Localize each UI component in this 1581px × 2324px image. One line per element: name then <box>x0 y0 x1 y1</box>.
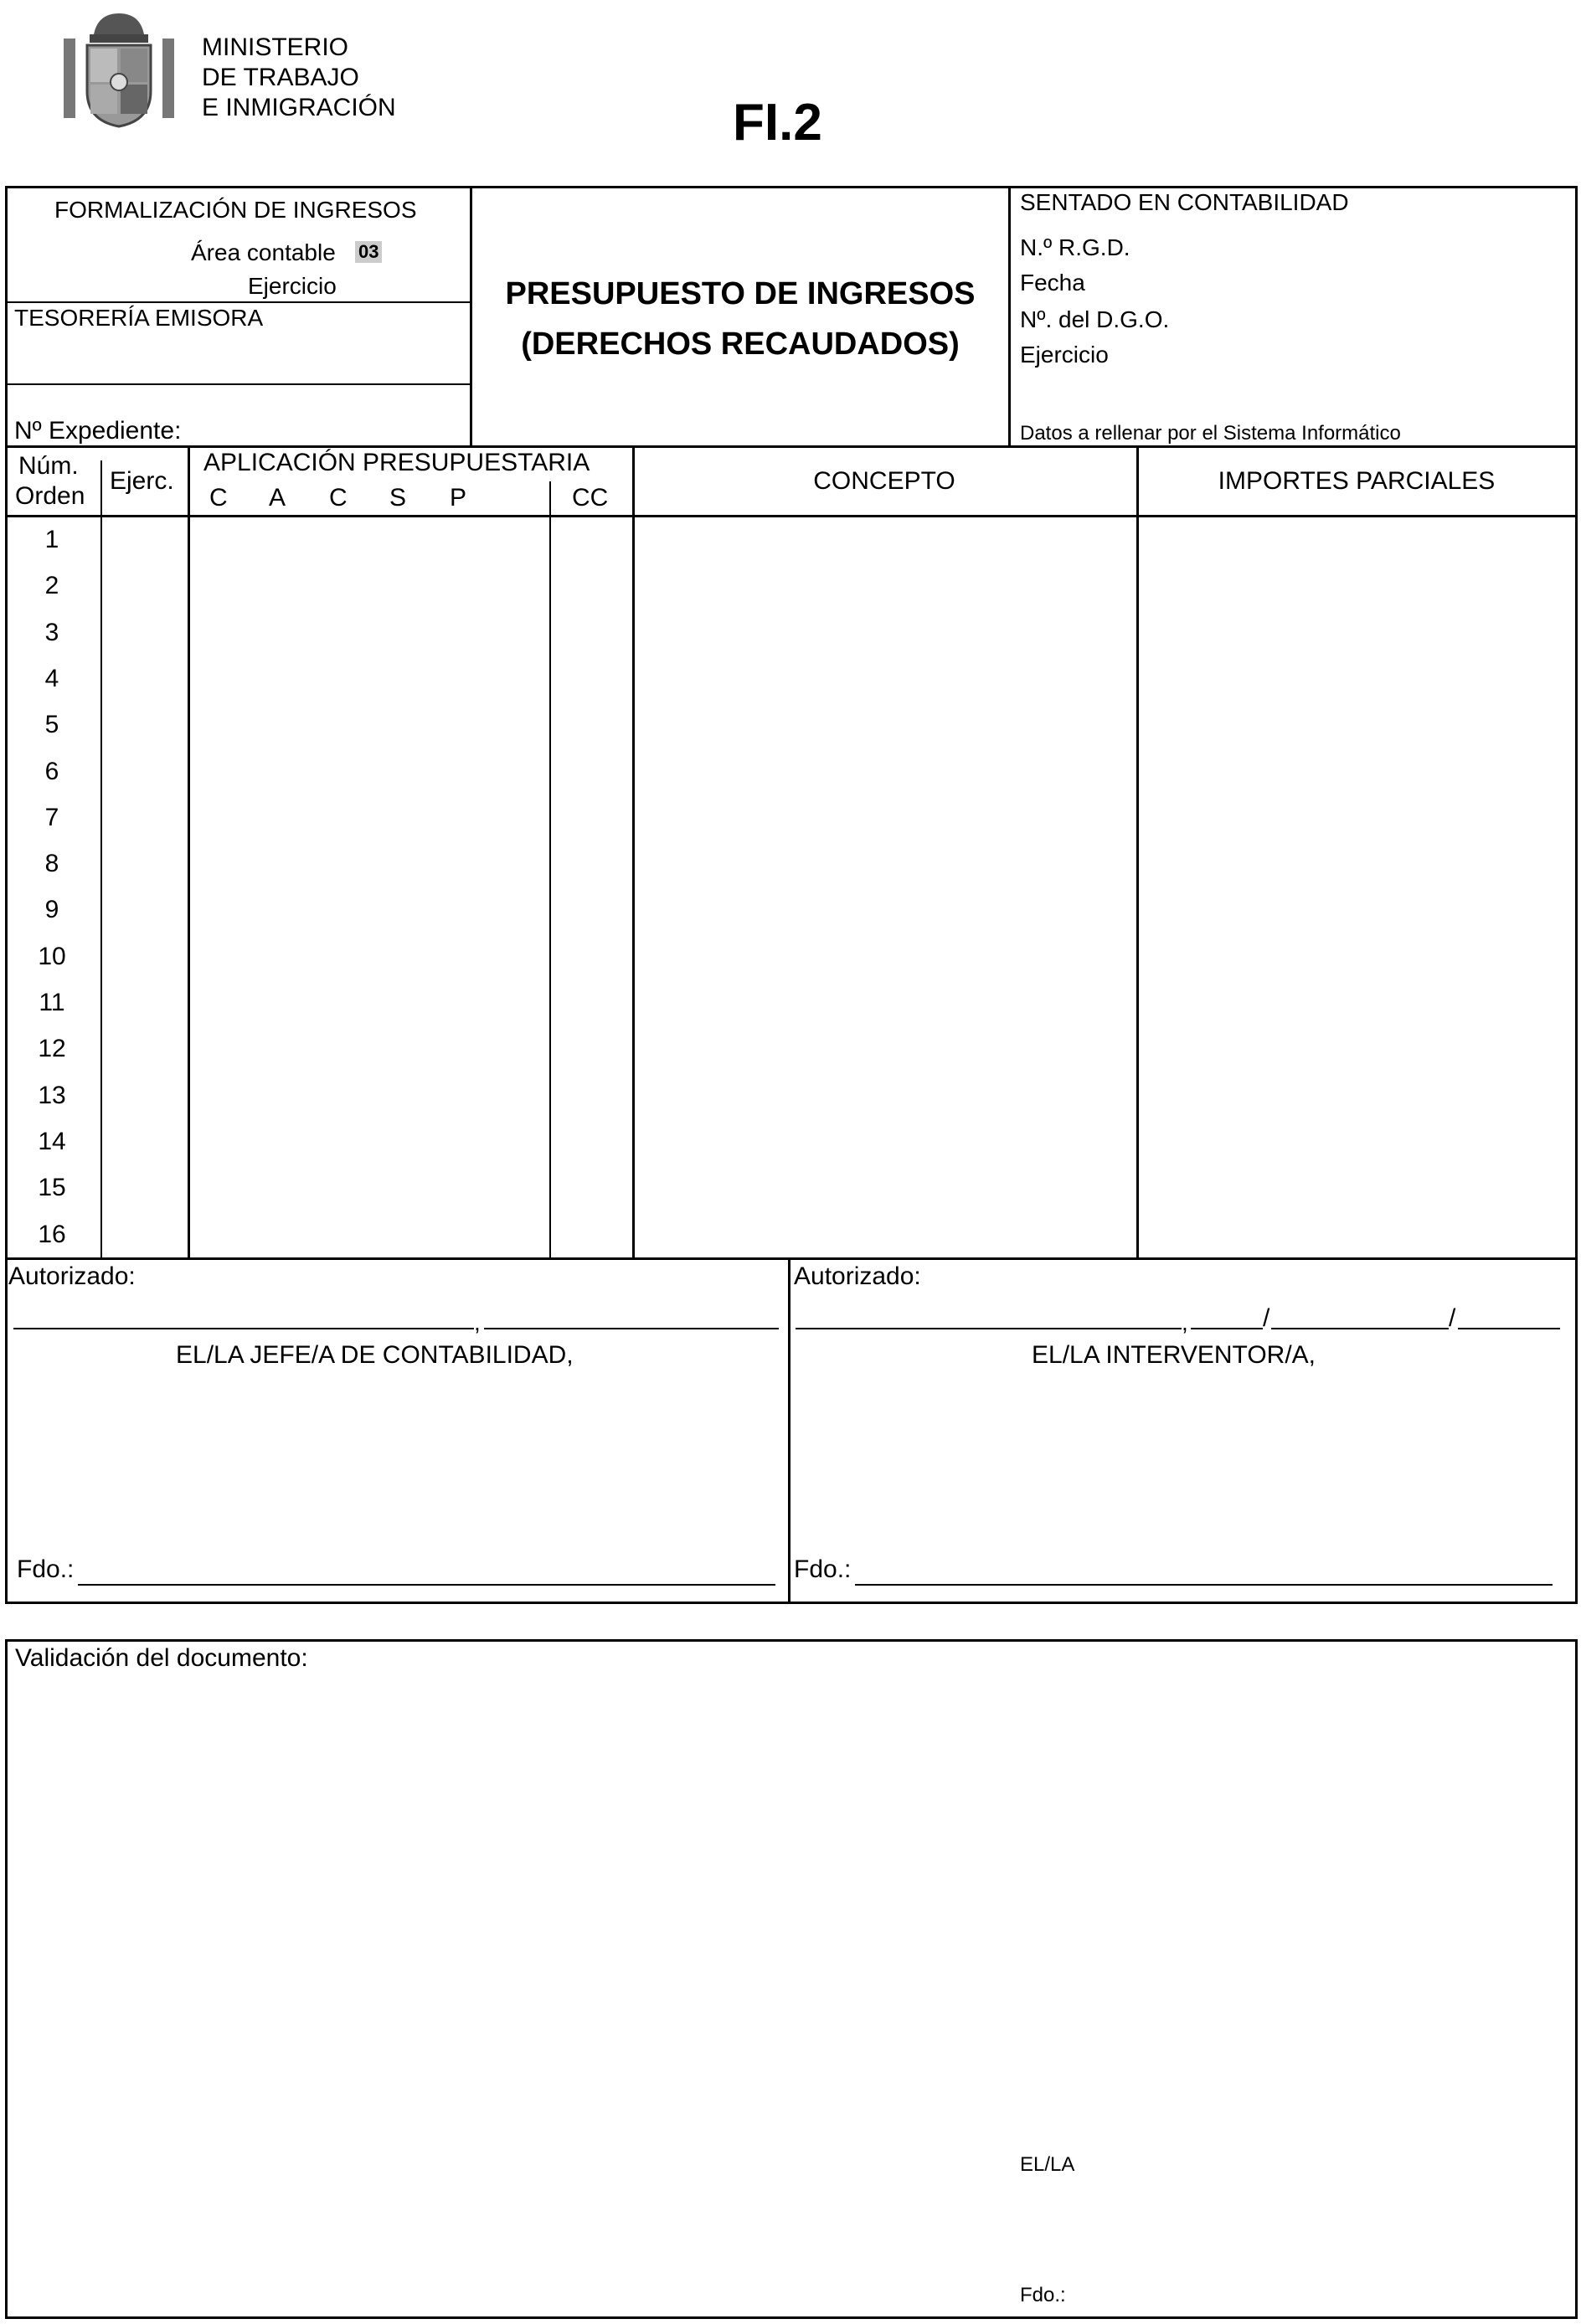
row-number: 12 <box>38 1035 66 1063</box>
right-year-line <box>1458 1328 1560 1329</box>
row-number: 8 <box>44 850 59 878</box>
left-role: EL/LA JEFE/A DE CONTABILIDAD, <box>176 1341 574 1369</box>
importes-label: IMPORTES PARCIALES <box>1218 467 1496 495</box>
rgd-label: N.º R.G.D. <box>1020 234 1130 260</box>
validation-label: Validación del documento: <box>15 1644 308 1672</box>
aplicacion-sub-p: P <box>450 484 467 512</box>
left-autorizado-label: Autorizado: <box>8 1262 136 1290</box>
right-autorizado-label: Autorizado: <box>794 1262 921 1290</box>
row-number: 15 <box>38 1174 66 1202</box>
orden-label: Orden <box>15 482 85 510</box>
row-number: 10 <box>38 942 66 970</box>
left-date-line <box>484 1328 779 1329</box>
left-fdo-line <box>78 1584 775 1586</box>
aplicacion-label: APLICACIÓN PRESUPUESTARIA <box>203 449 590 476</box>
datos-sistema-label: Datos a rellenar por el Sistema Informático <box>1020 422 1401 445</box>
right-month-line <box>1271 1328 1449 1329</box>
sentado-label: SENTADO EN CONTABILIDAD <box>1020 189 1349 215</box>
validation-block <box>5 1639 1578 2319</box>
right-slash-2: / <box>1449 1304 1456 1332</box>
row-number: 4 <box>44 664 59 692</box>
row-number: 11 <box>39 989 65 1016</box>
area-contable-label: Área contable <box>191 239 336 265</box>
row-number: 3 <box>44 618 59 646</box>
validation-el-la: EL/LA <box>1020 2153 1075 2176</box>
right-slash-1: / <box>1263 1304 1270 1332</box>
validation-fdo: Fdo.: <box>1020 2284 1066 2306</box>
row-number: 9 <box>44 896 59 924</box>
dgo-label: Nº. del D.G.O. <box>1020 306 1170 332</box>
aplicacion-sub-c2: C <box>329 484 348 512</box>
row-number: 14 <box>38 1127 66 1155</box>
row-number: 6 <box>44 757 59 785</box>
row-number: 16 <box>38 1220 66 1248</box>
form-title-line-1: PRESUPUESTO DE INGRESOS <box>505 276 976 311</box>
left-fdo-label: Fdo.: <box>17 1555 75 1583</box>
form-code: FI.2 <box>733 94 822 152</box>
fecha-label: Fecha <box>1020 270 1085 296</box>
ministry-line-2: DE TRABAJO <box>202 64 359 91</box>
ejerc-label: Ejerc. <box>110 467 174 495</box>
row-number: 1 <box>44 526 59 553</box>
line-items-table <box>5 445 1578 1260</box>
right-place-line <box>796 1328 1182 1329</box>
signature-block <box>5 1257 1578 1604</box>
row-number: 2 <box>44 572 59 600</box>
right-day-line <box>1191 1328 1263 1329</box>
ministry-line-1: MINISTERIO <box>202 33 349 61</box>
aplicacion-sub-a: A <box>269 484 286 512</box>
ejercicio-label: Ejercicio <box>248 273 337 299</box>
right-role: EL/LA INTERVENTOR/A, <box>1032 1341 1316 1369</box>
tesoreria-label: TESORERÍA EMISORA <box>14 305 264 331</box>
num-label: Núm. <box>18 452 79 480</box>
left-place-line <box>13 1328 474 1329</box>
ministry-line-3: E INMIGRACIÓN <box>202 94 396 121</box>
ejercicio2-label: Ejercicio <box>1020 342 1109 368</box>
coat-of-arms-icon <box>52 5 186 131</box>
row-number: 5 <box>44 711 59 739</box>
form-title-line-2: (DERECHOS RECAUDADOS) <box>521 326 960 362</box>
aplicacion-sub-s: S <box>389 484 407 512</box>
left-comma: , <box>474 1309 481 1335</box>
row-number: 13 <box>38 1081 66 1109</box>
row-number: 7 <box>44 803 59 831</box>
right-comma: , <box>1182 1309 1188 1335</box>
aplicacion-sub-c1: C <box>209 484 228 512</box>
right-fdo-line <box>855 1584 1553 1586</box>
formalizacion-label: FORMALIZACIÓN DE INGRESOS <box>54 197 417 223</box>
concepto-label: CONCEPTO <box>813 467 955 495</box>
cc-label: CC <box>572 484 609 512</box>
area-contable-value: 03 <box>355 241 382 263</box>
expediente-label: Nº Expediente: <box>14 417 182 445</box>
right-fdo-label: Fdo.: <box>794 1555 852 1583</box>
